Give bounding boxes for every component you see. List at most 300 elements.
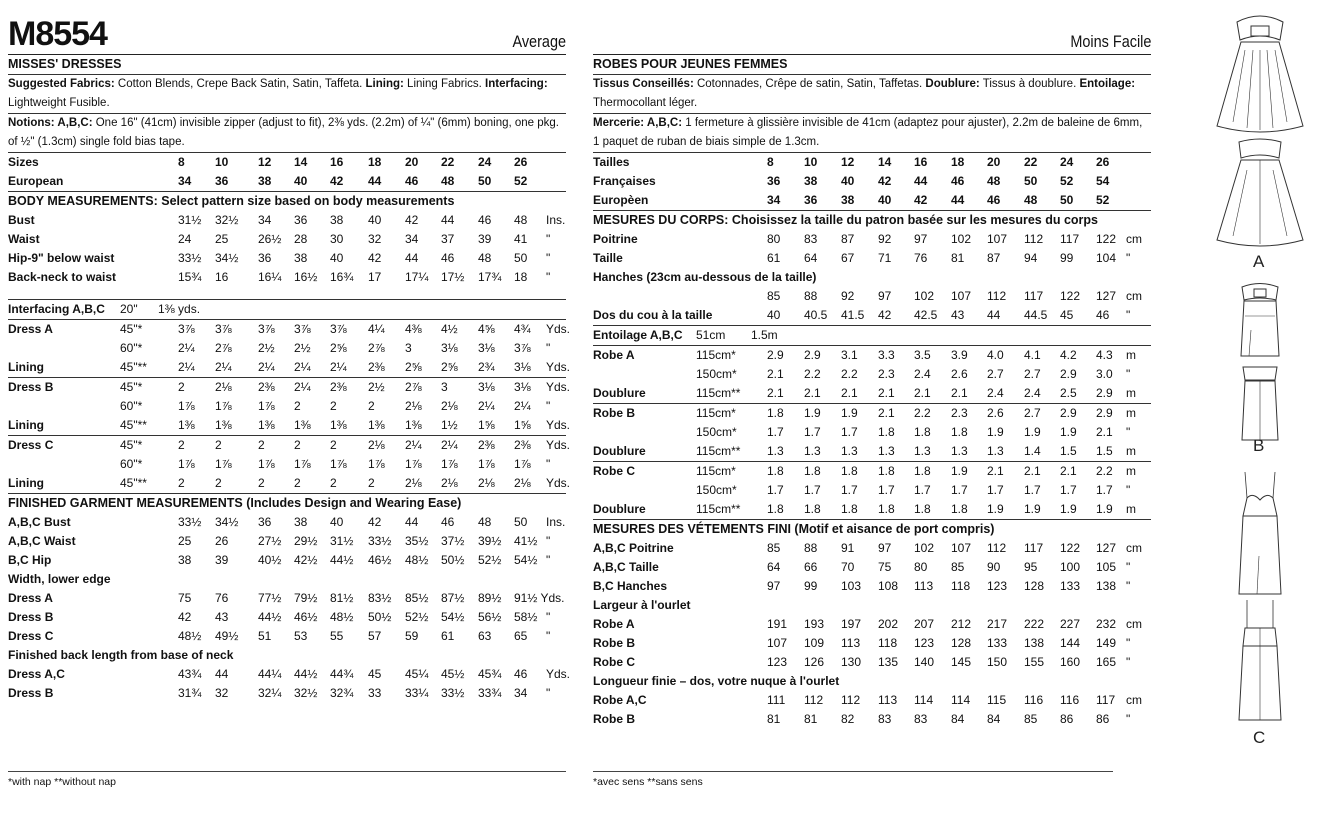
- table-row: [593, 442, 1151, 461]
- cell-value: 3.5: [914, 348, 931, 362]
- cell-value: 217: [987, 617, 1008, 631]
- cell-value: 4.0: [987, 348, 1004, 362]
- cell-value: 3.9: [951, 348, 968, 362]
- cell-value: 34½: [215, 515, 239, 529]
- cell-value: 1.8: [841, 502, 858, 516]
- cell-value: 17: [368, 270, 382, 284]
- cell-value: 2.9: [804, 348, 821, 362]
- cell-value: m: [1126, 406, 1136, 420]
- cell-value: 39: [215, 553, 229, 567]
- cell-value: cm: [1126, 693, 1142, 707]
- cell-value: 1.8: [767, 406, 784, 420]
- cell-value: 40: [841, 174, 855, 188]
- cell-value: 2.3: [878, 367, 895, 381]
- row-label: Lining: [8, 360, 44, 374]
- cell-value: 145: [951, 655, 972, 669]
- cell-value: 38: [330, 213, 344, 227]
- cell-value: ": [1126, 483, 1131, 497]
- table-row: [8, 551, 566, 570]
- interfacing-section: [593, 326, 1151, 346]
- table-row: [593, 306, 1151, 325]
- cell-value: 42.5: [914, 308, 938, 322]
- cell-value: 1⅜: [294, 418, 311, 432]
- cell-value: 31½: [178, 213, 202, 227]
- table-row: [593, 634, 1151, 653]
- subheading: Longueur finie – dos, votre nuque à l'ourlet: [593, 674, 840, 688]
- table-row: [8, 378, 571, 397]
- cell-value: 4¼: [368, 322, 385, 336]
- cell-value: cm: [1126, 617, 1142, 631]
- cell-value: 44½: [330, 553, 354, 567]
- cell-value: 107: [987, 232, 1008, 246]
- cell-value: 3⅛: [514, 360, 531, 374]
- cell-value: 3⅞: [178, 322, 195, 336]
- cell-value: cm: [1126, 289, 1142, 303]
- table-row: [593, 615, 1151, 634]
- subheading: Largeur à l'ourlet: [593, 598, 691, 612]
- cell-value: 22: [1024, 155, 1038, 169]
- table-row: [593, 326, 1151, 345]
- cell-value: 1⅞: [215, 399, 232, 413]
- table-row: [593, 653, 1151, 672]
- cell-value: 12: [841, 155, 855, 169]
- fabrics-label: Doublure:: [925, 78, 980, 90]
- cell-value: 42½: [294, 553, 318, 567]
- cell-value: ": [546, 629, 551, 643]
- sketch-view-a-back: [1217, 139, 1303, 246]
- table-row: [8, 172, 566, 191]
- cell-value: 222: [1024, 617, 1045, 631]
- cell-value: 87: [841, 232, 855, 246]
- cell-value: 76: [215, 591, 229, 605]
- cell-value: 38: [294, 251, 308, 265]
- cell-value: 44: [441, 213, 455, 227]
- row-label: Doublure: [593, 502, 646, 516]
- cell-value: 2.2: [804, 367, 821, 381]
- cell-value: 103: [841, 579, 862, 593]
- cell-value: 40.5: [804, 308, 828, 322]
- cell-value: 2⅛: [405, 476, 422, 490]
- cell-value: 18: [951, 155, 965, 169]
- table-row: [593, 172, 1151, 191]
- cell-value: 75: [878, 560, 892, 574]
- body-measurements-title: BODY MEASUREMENTS: Select pattern size based on body measurements: [8, 194, 455, 208]
- cell-value: 133: [987, 636, 1008, 650]
- cell-value: 113: [914, 579, 934, 593]
- cell-value: 1⅜: [405, 418, 422, 432]
- cell-value: 43: [215, 610, 229, 624]
- cell-value: 85: [767, 541, 781, 555]
- subheading: Width, lower edge: [8, 572, 111, 586]
- table-row: [8, 358, 571, 377]
- cell-value: 2½: [258, 341, 275, 355]
- cell-value: 128: [1024, 579, 1045, 593]
- cell-value: 32: [215, 686, 229, 700]
- cell-value: 144: [1060, 636, 1081, 650]
- cell-value: 2.1: [951, 386, 968, 400]
- fabric-width: 45"*: [120, 322, 143, 336]
- cell-value: 2¼: [258, 360, 275, 374]
- notions: [8, 114, 566, 152]
- cell-value: 1⅞: [478, 457, 495, 471]
- cell-value: 50½: [368, 610, 392, 624]
- yardage-group: [593, 462, 1151, 520]
- table-row: [593, 577, 1151, 596]
- cell-value: 12: [258, 155, 272, 169]
- cell-value: 2¼: [330, 360, 347, 374]
- cell-value: 3⅞: [258, 322, 275, 336]
- cell-value: 2¼: [514, 399, 531, 413]
- fabric-width: 60"*: [120, 399, 143, 413]
- interfacing-section: [8, 300, 566, 320]
- cell-value: 45¾: [478, 667, 502, 681]
- cell-value: 95: [1024, 560, 1038, 574]
- cell-value: Yds.: [546, 322, 571, 336]
- cell-value: 3⅞: [330, 322, 347, 336]
- cell-value: 89½: [478, 591, 502, 605]
- cell-value: 48½: [178, 629, 202, 643]
- cell-value: 44¼: [258, 667, 282, 681]
- row-label: Poitrine: [593, 232, 638, 246]
- fabric-width: 115cm*: [696, 464, 736, 478]
- table-row: [8, 249, 566, 268]
- cell-value: ": [546, 610, 551, 624]
- table-row: [8, 455, 566, 474]
- cell-value: 24: [478, 155, 492, 169]
- notions-label: Mercerie: A,B,C:: [593, 117, 683, 129]
- row-label: Robe B: [593, 636, 635, 650]
- fabric-width: 115cm*: [696, 406, 736, 420]
- cell-value: 81: [804, 712, 818, 726]
- cell-value: 2.1: [878, 386, 895, 400]
- fabric-width: 115cm**: [696, 502, 741, 516]
- french-panel: [593, 14, 1151, 729]
- cell-value: 44¾: [330, 667, 354, 681]
- cell-value: 2: [294, 399, 301, 413]
- cell-value: 76: [914, 251, 928, 265]
- cell-value: 1.7: [767, 425, 784, 439]
- table-row: [8, 436, 571, 455]
- cell-value: 54½: [514, 553, 538, 567]
- cell-value: 91: [841, 541, 855, 555]
- cell-value: 99: [804, 579, 818, 593]
- cell-value: 2⅝: [405, 360, 422, 374]
- row-label: B,C Hanches: [593, 579, 668, 593]
- cell-value: 232: [1096, 617, 1117, 631]
- cell-value: 36: [767, 174, 781, 188]
- cell-value: 49½: [215, 629, 239, 643]
- fabric-width: 150cm*: [696, 367, 737, 381]
- table-row: [8, 416, 571, 435]
- cell-value: 45: [368, 667, 382, 681]
- cell-value: 38: [178, 553, 192, 567]
- cell-value: 26½: [258, 232, 282, 246]
- cell-value: 44: [368, 174, 382, 188]
- sizes-section: [8, 153, 566, 192]
- cell-value: 3⅞: [294, 322, 311, 336]
- table-row: [593, 365, 1151, 384]
- row-label: Robe A,C: [593, 693, 647, 707]
- cell-value: 4.2: [1060, 348, 1077, 362]
- cell-value: 40: [878, 193, 892, 207]
- cell-value: 46: [478, 213, 492, 227]
- cell-value: ": [1126, 579, 1131, 593]
- cell-value: 52: [514, 174, 528, 188]
- cell-value: 42: [330, 174, 344, 188]
- table-row: [8, 474, 571, 493]
- cell-value: 2.1: [1060, 464, 1077, 478]
- cell-value: 18: [514, 270, 528, 284]
- table-row: [8, 589, 566, 608]
- yardage-group: [593, 404, 1151, 462]
- cell-value: ": [546, 270, 551, 284]
- pattern-number: M8554: [8, 15, 107, 53]
- row-label: Dress B: [8, 380, 54, 394]
- cell-value: 112: [804, 693, 824, 707]
- cell-value: 2½: [368, 380, 385, 394]
- cell-value: 14: [294, 155, 308, 169]
- table-row: [593, 346, 1151, 365]
- table-row: [593, 423, 1151, 442]
- cell-value: 1⅞: [258, 457, 275, 471]
- cell-value: 22: [441, 155, 455, 169]
- cell-value: 46½: [368, 553, 392, 567]
- cell-value: 36: [294, 213, 308, 227]
- cell-value: 52½: [478, 553, 502, 567]
- row-label: Dress B: [8, 610, 54, 624]
- cell-value: 16½: [294, 270, 318, 284]
- cell-value: 64: [804, 251, 818, 265]
- cell-value: 1.8: [767, 502, 784, 516]
- cell-value: 102: [951, 232, 972, 246]
- cell-value: 2.4: [987, 386, 1004, 400]
- cell-value: 138: [1096, 579, 1117, 593]
- cell-value: 127: [1096, 541, 1117, 555]
- footnote-fr: *avec sens **sans sens: [593, 776, 703, 788]
- fabric-width: 115cm*: [696, 348, 736, 362]
- cell-value: 2⅜: [368, 360, 385, 374]
- fabrics-text: Lining Fabrics.: [403, 78, 486, 90]
- cell-value: 1⅞: [441, 457, 458, 471]
- cell-value: 83½: [368, 591, 392, 605]
- cell-value: 2⅞: [368, 341, 385, 355]
- cell-value: 3: [441, 380, 448, 394]
- cell-value: 1.7: [1024, 483, 1041, 497]
- cell-value: 1⅜ yds.: [158, 302, 201, 316]
- cell-value: 36: [258, 251, 272, 265]
- cell-value: 1.7: [841, 425, 858, 439]
- cell-value: 32¾: [330, 686, 354, 700]
- cell-value: 42: [368, 515, 382, 529]
- cell-value: 1.7: [1096, 483, 1113, 497]
- cell-value: 3.3: [878, 348, 895, 362]
- cell-value: 85: [767, 289, 781, 303]
- cell-value: 138: [1024, 636, 1045, 650]
- cell-value: 117: [1024, 289, 1044, 303]
- cell-value: 77½: [258, 591, 282, 605]
- cell-value: 140: [914, 655, 935, 669]
- cell-value: 1.3: [841, 444, 858, 458]
- cell-value: 90: [987, 560, 1001, 574]
- cell-value: 42: [878, 174, 892, 188]
- row-label: Lining: [8, 418, 44, 432]
- cell-value: 8: [178, 155, 185, 169]
- table-row: [8, 153, 566, 172]
- cell-value: cm: [1126, 541, 1142, 555]
- cell-value: 2: [178, 438, 185, 452]
- cell-value: 1.8: [914, 425, 931, 439]
- cell-value: 112: [987, 289, 1007, 303]
- cell-value: 1.7: [878, 483, 895, 497]
- cell-value: m: [1126, 464, 1136, 478]
- cell-value: 64: [767, 560, 781, 574]
- cell-value: 85½: [405, 591, 429, 605]
- cell-value: 2: [368, 399, 375, 413]
- cell-value: 61: [767, 251, 781, 265]
- cell-value: 52: [1096, 193, 1110, 207]
- cell-value: 27½: [258, 534, 282, 548]
- cell-value: 212: [951, 617, 972, 631]
- cell-value: 1.3: [914, 444, 931, 458]
- cell-value: 102: [914, 541, 935, 555]
- notions-section: [593, 114, 1151, 153]
- cell-value: 32½: [215, 213, 239, 227]
- cell-value: 128: [951, 636, 972, 650]
- cell-value: 70: [841, 560, 855, 574]
- body-measurements-title: MESURES DU CORPS: Choisissez la taille du patron basée sur les mesures du corps: [593, 213, 1099, 227]
- cell-value: ": [1126, 655, 1131, 669]
- cell-value: 1⅞: [368, 457, 385, 471]
- fabrics-label: Suggested Fabrics:: [8, 78, 115, 90]
- cell-value: ": [1126, 425, 1131, 439]
- cell-value: 1.8: [878, 502, 895, 516]
- cell-value: 1.7: [1060, 483, 1077, 497]
- cell-value: 97: [914, 232, 928, 246]
- cell-value: 81: [951, 251, 965, 265]
- cell-value: cm: [1126, 232, 1142, 246]
- cell-value: 1.8: [878, 464, 895, 478]
- sketch-view-b-back: [1242, 367, 1278, 440]
- cell-value: 1.7: [914, 483, 931, 497]
- cell-value: 2.7: [987, 367, 1004, 381]
- cell-value: 2.4: [1024, 386, 1041, 400]
- fabric-width: 45"*: [120, 380, 143, 394]
- cell-value: 82: [841, 712, 855, 726]
- cell-value: 1.9: [987, 502, 1004, 516]
- cell-value: 80: [914, 560, 928, 574]
- cell-value: 2¼: [178, 360, 195, 374]
- cell-value: 10: [804, 155, 818, 169]
- cell-value: 2: [178, 476, 185, 490]
- cell-value: 3⅞: [514, 341, 531, 355]
- table-row: [8, 320, 571, 339]
- english-panel: [8, 14, 571, 703]
- cell-value: 1.9: [1060, 425, 1077, 439]
- cell-value: 30: [330, 232, 344, 246]
- finished-title: MESURES DES VÉTEMENTS FINI (Motif et aisance de port compris): [593, 522, 995, 536]
- cell-value: 2¾: [478, 360, 495, 374]
- cell-value: 1.9: [1024, 502, 1041, 516]
- cell-value: 102: [914, 289, 935, 303]
- cell-value: 35½: [405, 534, 429, 548]
- cell-value: 2⅜: [330, 380, 347, 394]
- cell-value: 46: [405, 174, 419, 188]
- fabric-width: 115cm**: [696, 386, 741, 400]
- table-row: [593, 287, 1151, 306]
- cell-value: 67: [841, 251, 855, 265]
- row-label: Robe B: [593, 712, 635, 726]
- cell-value: ": [1126, 712, 1131, 726]
- cell-value: 37: [441, 232, 455, 246]
- cell-value: 54: [1096, 174, 1110, 188]
- cell-value: 4.3: [1096, 348, 1113, 362]
- fabric-width: 60"*: [120, 457, 143, 471]
- cell-value: 31¾: [178, 686, 202, 700]
- cell-value: 4¾: [514, 322, 531, 336]
- yardage-group: [8, 436, 571, 494]
- cell-value: 1.8: [951, 425, 968, 439]
- cell-value: Yds.: [546, 667, 571, 681]
- cell-value: 2.1: [767, 386, 784, 400]
- cell-value: 2: [294, 438, 301, 452]
- cell-value: 104: [1096, 251, 1117, 265]
- cell-value: 1.7: [804, 425, 821, 439]
- cell-value: 83: [914, 712, 928, 726]
- cell-value: Yds.: [546, 476, 571, 490]
- cell-value: 202: [878, 617, 899, 631]
- cell-value: Yds.: [546, 380, 571, 394]
- notions-text: 1 fermeture à glissière invisible de 41cm (adaptez pour ajuster), 2.2m de baleine de 6mm, 1 paquet de ruban de biais simple de 1.3cm.: [593, 117, 1143, 148]
- header-en: [8, 14, 566, 55]
- cell-value: 66: [804, 560, 818, 574]
- cell-value: 44: [987, 308, 1001, 322]
- cell-value: 1.3: [878, 444, 895, 458]
- cell-value: 116: [1060, 693, 1080, 707]
- cell-value: 33½: [368, 534, 392, 548]
- cell-value: 112: [841, 693, 861, 707]
- cell-value: 2⅞: [405, 380, 422, 394]
- cell-value: 3⅛: [478, 341, 495, 355]
- garment-title: MISSES' DRESSES: [8, 57, 122, 71]
- cell-value: 42: [914, 193, 928, 207]
- cell-value: 2¼: [294, 360, 311, 374]
- cell-value: 10: [215, 155, 229, 169]
- cell-value: 18: [368, 155, 382, 169]
- cell-value: 1.7: [987, 483, 1004, 497]
- cell-value: m: [1126, 348, 1136, 362]
- row-label: Françaises: [593, 174, 656, 188]
- row-label: Robe A: [593, 348, 635, 362]
- cell-value: 2.7: [1024, 367, 1041, 381]
- cell-value: 38: [804, 174, 818, 188]
- cell-value: 51: [258, 629, 272, 643]
- cell-value: 1½: [441, 418, 458, 432]
- difficulty-level: Average: [512, 32, 566, 51]
- cell-value: 100: [1060, 560, 1081, 574]
- cell-value: 111: [767, 693, 786, 707]
- fabric-width: 45"*: [120, 438, 143, 452]
- cell-value: 2.4: [914, 367, 931, 381]
- cell-value: 92: [878, 232, 892, 246]
- cell-value: 38: [258, 174, 272, 188]
- cell-value: 2: [215, 476, 222, 490]
- table-row: [8, 211, 566, 230]
- cell-value: 4⅜: [405, 322, 422, 336]
- cell-value: 122: [1096, 232, 1117, 246]
- cell-value: 48½: [330, 610, 354, 624]
- cell-value: 17¾: [478, 270, 502, 284]
- view-label-b: B: [1253, 436, 1265, 455]
